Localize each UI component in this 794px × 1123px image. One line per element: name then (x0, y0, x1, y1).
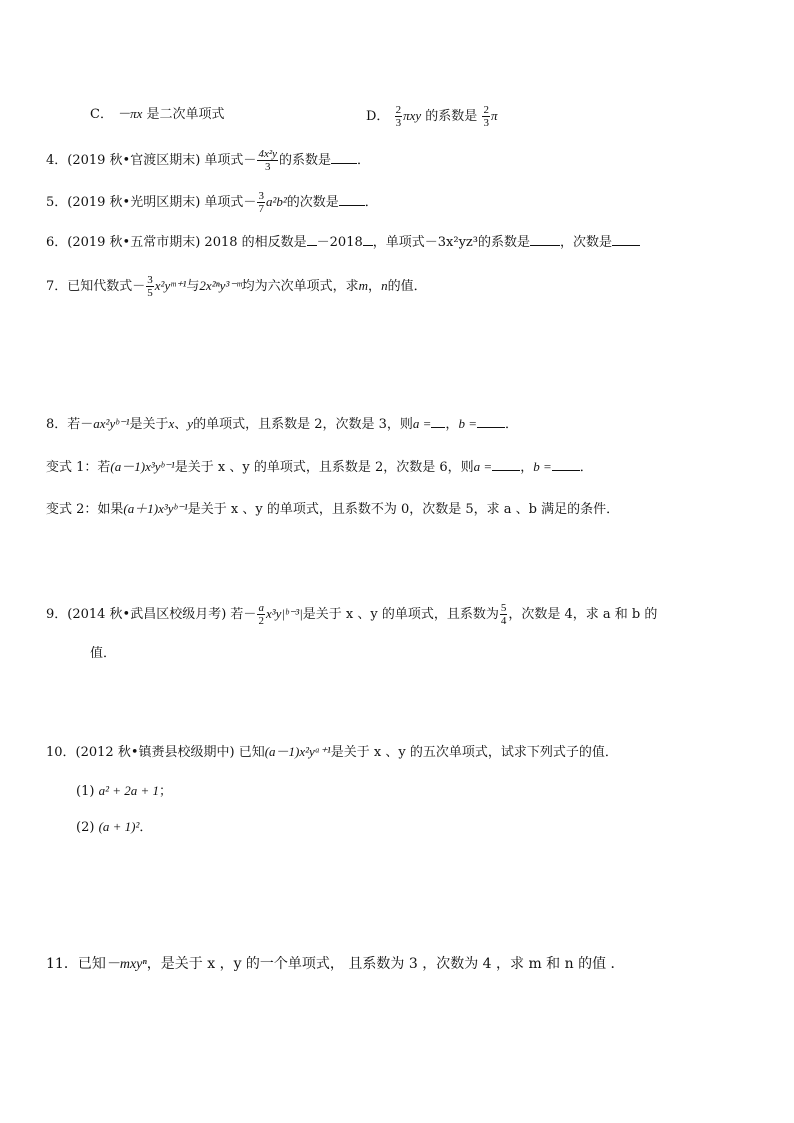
question-text: 6．(2019 秋•五常市期末) 2018 的相反数是 (46, 235, 307, 250)
question-text: ，是关于 x ，y 的一个单项式， 且系数为 3 ，次数为 4 ，求 m 和 n 的值 ． (146, 956, 625, 972)
answer-blank (530, 233, 560, 246)
math-expression: (a＋1)x³yᵇ⁻¹ (123, 501, 188, 516)
answer-blank (477, 415, 505, 428)
question-text: 9．(2014 秋•武昌区校级月考) 若－ (46, 607, 257, 622)
fraction: $\frac{3}{5}$ (147, 274, 153, 299)
math-expression: x²yᵐ⁺¹ (154, 278, 187, 293)
question-6 (46, 233, 640, 253)
option-label: D． (366, 109, 390, 124)
fraction: $\frac{5}{4}$ (500, 602, 507, 627)
question-text: 变式 1：若 (46, 460, 111, 475)
question-7: 7．已知代数式－ $\frac{3}{5}$ x²yᵐ⁺¹与2x²ⁿy³⁻ᵐ均为六次单项式，求m，n的值． (46, 274, 427, 299)
answer-text: －2018 (316, 235, 363, 250)
question-text: 5．(2019 秋•光明区期末) 单项式－ (46, 195, 257, 210)
answer-blank (331, 151, 357, 164)
math-expression: －πx (117, 106, 143, 121)
option-d: D． $\frac{2}{3}$ πxy 的系数是 $\frac{2}{3}$ π (366, 104, 498, 129)
answer-blank (492, 458, 520, 471)
math-expression: (a－1)x²yᵃ⁺¹ (264, 744, 331, 759)
fraction: $\frac{2}{3}$ (483, 104, 489, 129)
answer-blank (552, 458, 580, 471)
question-8: 8．若－ax²yᵇ⁻¹是关于x、y的单项式，且系数是 2，次数是 3，则a = ，b = ． (46, 416, 518, 432)
question-text: 是关于 x 、y 的单项式，且系数是 2，次数是 6，则 (174, 460, 474, 475)
math-expression: ax²yᵇ⁻¹ (93, 416, 130, 431)
answer-blank (363, 233, 373, 246)
question-text: ，单项式－3x²yz³的系数是 (372, 235, 530, 250)
question-text: 的系数是 (279, 153, 332, 168)
answer-blank (612, 233, 640, 246)
question-text: 均为六次单项式，求 (241, 279, 359, 294)
answer-blank (431, 415, 445, 428)
math-expression: (a + 1)² (98, 819, 140, 834)
question-text: 是关于 x 、y 的单项式，且系数不为 0，次数是 5，求 a 、b 满足的条件． (187, 502, 620, 517)
question-10-part-2: (2) (a + 1)²． (76, 819, 153, 835)
math-expression: 2x²ⁿy³⁻ᵐ (199, 278, 242, 293)
fraction: $\frac{\text{4x²y}}{3}$ (258, 148, 277, 173)
option-label: C． (90, 107, 113, 122)
fraction: $\frac{2}{3}$ (395, 104, 402, 129)
math-expression: －mxyⁿ (105, 957, 147, 972)
question-10-part-1: (1) a² + 2a + 1； (76, 783, 173, 799)
question-text: ，次数是 (559, 235, 612, 250)
math-expression: πxy (403, 108, 422, 123)
question-text: 11．已知 (46, 956, 106, 972)
question-5: 5．(2019 秋•光明区期末) 单项式－ $\frac{3}{7}$ a²b²的次数是 ． (46, 190, 378, 215)
question-text: 值． (90, 646, 117, 661)
question-text: 4．(2019 秋•官渡区期末) 单项式－ (46, 153, 257, 168)
question-text: 8．若－ (46, 417, 94, 432)
variant-2 (46, 499, 619, 520)
fraction: $\frac{3}{7}$ (258, 190, 264, 215)
part-label: (1) (76, 784, 95, 799)
question-text: ，次数是 4，求 a 和 b 的 (508, 607, 658, 622)
question-text: 7．已知代数式－ (46, 279, 146, 294)
question-text: 是关于 x 、y 的单项式，且系数为 (302, 607, 499, 622)
question-text: 10．(2012 秋•镇赉县校级期中) 已知 (46, 745, 265, 760)
question-9 (46, 602, 657, 627)
math-expression: a²b² (265, 194, 287, 209)
part-label: (2) (76, 820, 95, 835)
answer-blank (339, 193, 365, 206)
question-9-continued (90, 644, 116, 664)
question-11 (46, 954, 625, 975)
variant-1: 变式 1：若(a－1)x³yᵇ⁻¹是关于 x 、y 的单项式，且系数是 2，次数是 6，则a = ，b = ． (46, 459, 593, 475)
math-expression: (a－1)x³yᵇ⁻¹ (110, 459, 175, 474)
math-expression: a² + 2a + 1 (98, 783, 160, 798)
question-text: 是关于 x 、y 的五次单项式，试求下列式子的值． (330, 745, 618, 760)
fraction: $\frac{a}{2}$ (258, 602, 264, 627)
option-text: 的系数是 (425, 109, 478, 124)
question-10 (46, 742, 618, 763)
option-c (90, 104, 225, 125)
question-4: 4．(2019 秋•官渡区期末) 单项式－ $\frac{\text{4x²y}}{3}$ 的系数是 ． (46, 148, 371, 173)
math-expression: x³y|ᵇ⁻³| (265, 606, 303, 621)
answer-blank (307, 233, 317, 246)
question-text: 的次数是 (286, 195, 339, 210)
question-text: 变式 2：如果 (46, 502, 124, 517)
option-text: 是二次单项式 (146, 107, 225, 122)
